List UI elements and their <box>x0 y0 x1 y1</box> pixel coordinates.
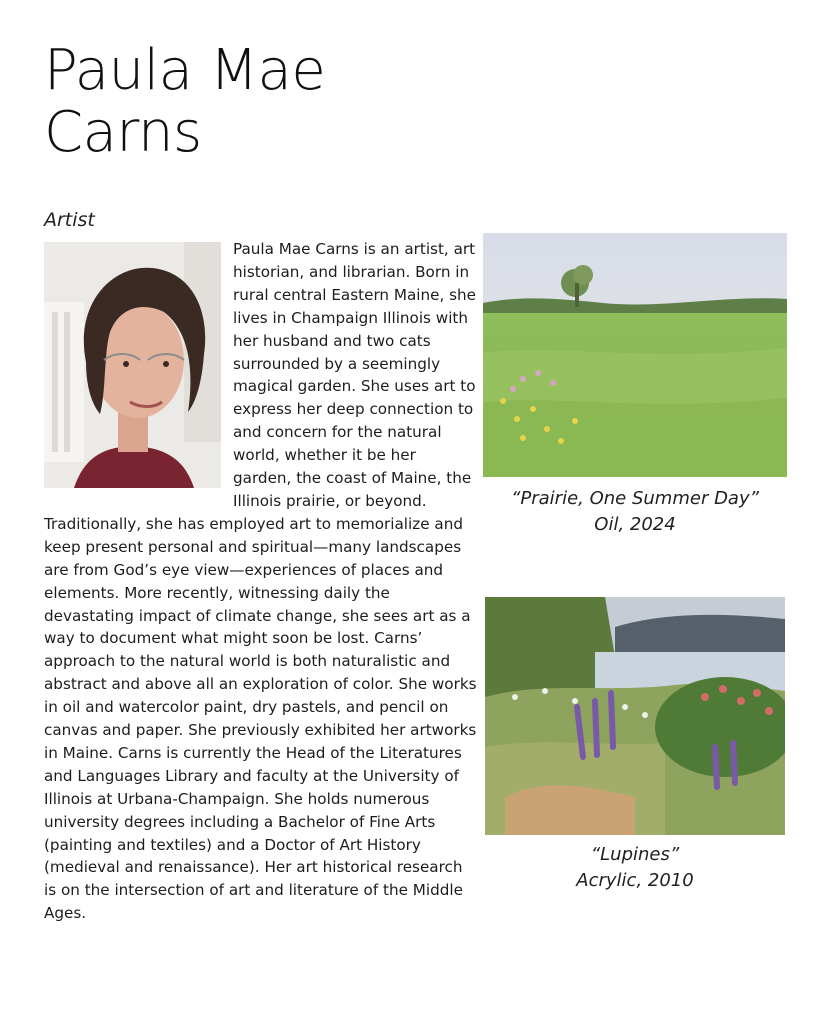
artwork-medium: Oil, 2024 <box>594 514 676 535</box>
artwork-medium: Acrylic, 2010 <box>576 870 694 891</box>
artist-name-line2: Carns <box>44 100 202 165</box>
artwork-title: “Prairie, One Summer Day” <box>511 488 759 509</box>
bio-text: Paula Mae Carns is an artist, art historian, and librarian. Born in rural central Eastern Maine, she lives in Champaign Illinois with her husband and two cats surrounded by a seemingly magical garden. She uses art to express her deep connection to and concern for the natural world, whether it be her garden, the coast of Maine, the Illinois prairie, or beyond. Traditionally, she has employed art to memorialize and keep present personal and spiritual—many landscapes are from God’s eye view—experiences of places and elements. More recently, witnessing daily the devastating impact of climate change, she sees art as a way to document what might soon be lost. Carns’ approach to the natural world is both naturalistic and abstract and above all an exploration of color. She works in oil and watercolor paint, dry pastels, and pencil on canvas and paper. She previously exhibited her artworks in Maine. Carns is currently the Head of the Literatures and Languages Library and faculty at the University of Illinois at Urbana-Champaign. She holds numerous university degrees including a Bachelor of Fine Arts (painting and textiles) and a Doctor of Art History (medieval and renaissance). Her art historical research is on the intersection of art and literature of the Middle Ages. <box>44 240 477 923</box>
artwork-caption-prairie <box>470 486 800 538</box>
artist-name <box>44 40 325 164</box>
artwork-lupines <box>485 597 785 835</box>
artwork-title: “Lupines” <box>590 844 680 865</box>
artwork-prairie <box>483 233 787 477</box>
bio-paragraph <box>44 238 479 925</box>
artwork-caption-lupines <box>470 842 800 894</box>
artist-name-line1: Paula Mae <box>44 38 326 103</box>
artist-portrait <box>44 242 221 488</box>
artist-role: Artist <box>44 209 95 231</box>
